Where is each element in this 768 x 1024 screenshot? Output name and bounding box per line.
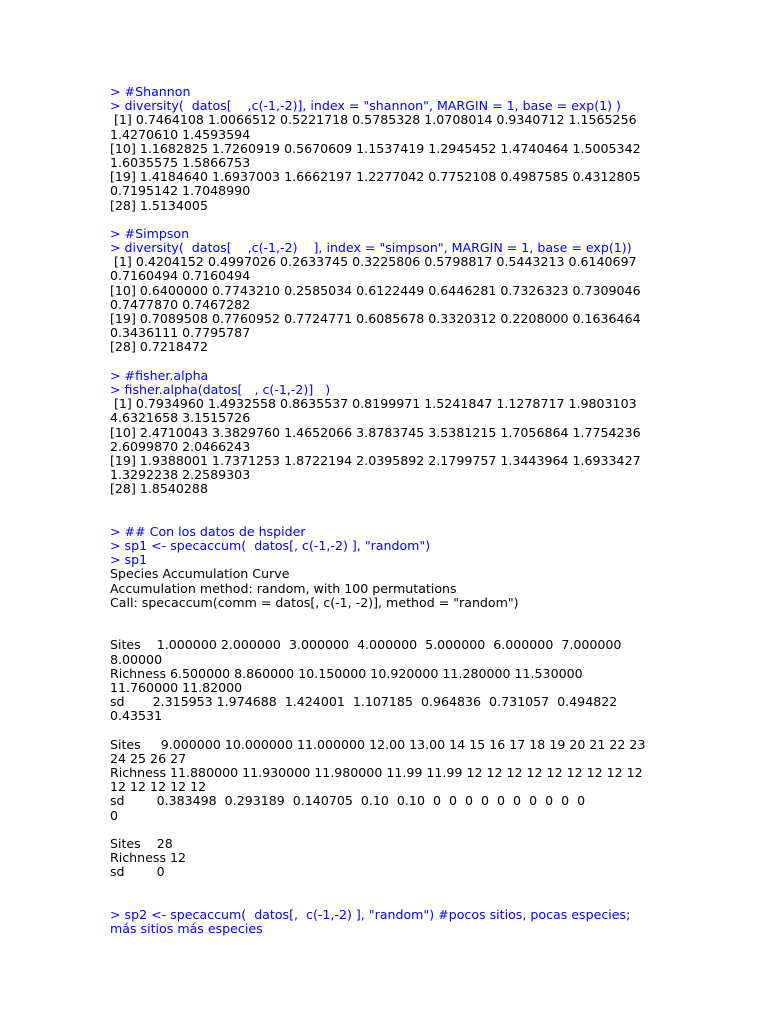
specaccum-table-line: 24 25 26 27 xyxy=(110,750,187,766)
spacer xyxy=(110,213,660,227)
hspider-comment: > ## Con los datos de hspider xyxy=(110,523,306,539)
specaccum-table-line: Sites 9.000000 10.000000 11.000000 12.00 13.00 14 15 16 17 18 19 20 21 22 23 xyxy=(110,736,646,752)
specaccum-table-line: Sites 1.000000 2.000000 3.000000 4.000000 5.000000 6.000000 7.000000 xyxy=(110,637,622,653)
fisher-output-line: 4.6321658 3.1515726 xyxy=(110,410,251,426)
fisher-output-line: [28] 1.8540288 xyxy=(110,481,208,497)
spacer xyxy=(110,355,660,369)
shannon-output-line: 1.6035575 1.5866753 xyxy=(110,154,251,170)
specaccum-table-line: sd 2.315953 1.974688 1.424001 1.107185 0.964836 0.731057 0.494822 xyxy=(110,694,618,710)
specaccum-header-line: Species Accumulation Curve xyxy=(110,566,290,582)
spacer xyxy=(110,496,660,524)
simpson-output-line: 0.3436111 0.7795787 xyxy=(110,325,251,341)
shannon-comment: > #Shannon xyxy=(110,84,191,99)
r-console-document xyxy=(110,85,660,936)
shannon-command: > diversity( datos[ ,c(-1,-2)], index = "shannon", MARGIN = 1, base = exp(1) ) xyxy=(110,98,621,114)
fisher-output-line: [1] 0.7934960 1.4932558 0.8635537 0.8199971 1.5241847 1.1278717 1.9803103 xyxy=(110,396,637,412)
simpson-output-line: [19] 0.7089508 0.7760952 0.7724771 0.6085678 0.3320312 0.2208000 0.1636464 xyxy=(110,311,641,326)
simpson-output-line: [10] 0.6400000 0.7743210 0.2585034 0.6122449 0.6446281 0.7326323 0.7309046 xyxy=(110,282,641,298)
shannon-output-line: [28] 1.5134005 xyxy=(110,197,208,213)
specaccum-table-line: sd 0.383498 0.293189 0.140705 0.10 0.10 0 0 0 0 0 0 0 0 0 0 xyxy=(110,793,586,809)
specaccum-table-line: Richness 12 xyxy=(110,850,187,866)
simpson-output-line: [1] 0.4204152 0.4997026 0.2633745 0.3225806 0.5798817 0.5443213 0.6140697 xyxy=(110,254,637,270)
shannon-output-line: [10] 1.1682825 1.7260919 0.5670609 1.1537419 1.2945452 1.4740464 1.5005342 xyxy=(110,140,641,156)
fisher-comment: > #fisher.alpha xyxy=(110,367,209,383)
spacer xyxy=(110,823,660,837)
simpson-output-line: [28] 0.7218472 xyxy=(110,339,208,355)
sp1-assign-command: > sp1 <- specaccum( datos[, c(-1,-2) ], "random") xyxy=(110,538,431,554)
simpson-command: > diversity( datos[ ,c(-1,-2) ], index = "simpson", MARGIN = 1, base = exp(1)) xyxy=(110,240,632,256)
fisher-output-line: 1.3292238 2.2589303 xyxy=(110,467,251,483)
spacer xyxy=(110,723,660,737)
sp2-command-line: > sp2 <- specaccum( datos[, c(-1,-2) ], "random") #pocos sitios, pocas especies; xyxy=(110,906,631,922)
specaccum-header-line: Call: specaccum(comm = datos[, c(-1, -2)], method = "random") xyxy=(110,594,519,610)
sp2-command-line: más sitios más especies xyxy=(110,921,263,937)
sp1-print-command: > sp1 xyxy=(110,552,148,568)
specaccum-table-line: 11.760000 11.82000 xyxy=(110,679,243,695)
specaccum-header-line: Accumulation method: random, with 100 permutations xyxy=(110,580,457,596)
specaccum-table-line: Richness 11.880000 11.930000 11.980000 11.99 11.99 12 12 12 12 12 12 12 12 12 xyxy=(110,765,643,781)
specaccum-table-line: 8.00000 xyxy=(110,651,163,667)
fisher-output-line: [10] 2.4710043 3.3829760 1.4652066 3.8783745 3.5381215 1.7056864 1.7754236 xyxy=(110,424,641,440)
simpson-comment: > #Simpson xyxy=(110,225,190,241)
simpson-output-line: 0.7477870 0.7467282 xyxy=(110,296,251,312)
spacer xyxy=(110,610,660,638)
simpson-output-line: 0.7160494 0.7160494 xyxy=(110,268,251,284)
specaccum-table-line: 12 12 12 12 12 xyxy=(110,779,207,795)
fisher-output-line: [19] 1.9388001 1.7371253 1.8722194 2.0395892 2.1799757 1.3443964 1.6933427 xyxy=(110,452,641,468)
specaccum-table-line: 0 xyxy=(110,807,119,823)
shannon-output-line: [1] 0.7464108 1.0066512 0.5221718 0.5785328 1.0708014 0.9340712 1.1565256 xyxy=(110,112,637,128)
specaccum-table-line: sd 0 xyxy=(110,864,165,880)
specaccum-table-line: Sites 28 xyxy=(110,835,173,851)
shannon-output-line: 1.4270610 1.4593594 xyxy=(110,126,251,142)
specaccum-table-line: 0.43531 xyxy=(110,708,163,724)
shannon-output-line: 0.7195142 1.7048990 xyxy=(110,183,251,199)
spacer xyxy=(110,880,660,908)
shannon-output-line: [19] 1.4184640 1.6937003 1.6662197 1.2277042 0.7752108 0.4987585 0.4312805 xyxy=(110,169,641,185)
fisher-command: > fisher.alpha(datos[ , c(-1,-2)] ) xyxy=(110,381,331,397)
specaccum-table-line: Richness 6.500000 8.860000 10.150000 10.920000 11.280000 11.530000 xyxy=(110,665,583,681)
fisher-output-line: 2.6099870 2.0466243 xyxy=(110,438,251,454)
